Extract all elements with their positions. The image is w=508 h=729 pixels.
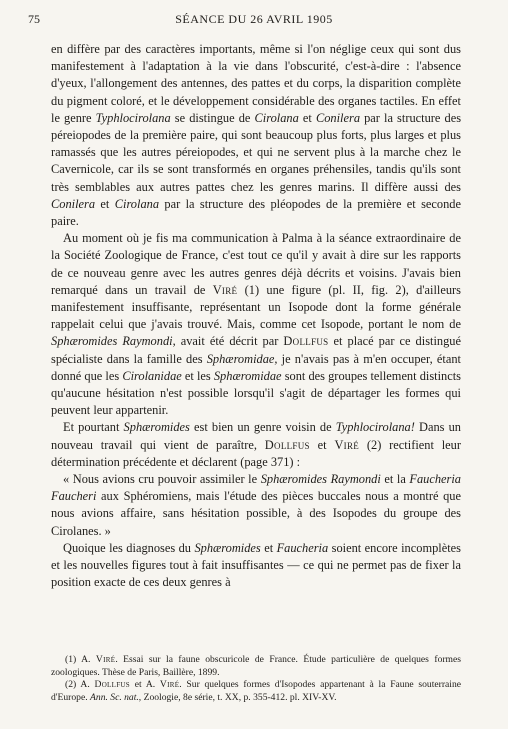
quotation: « Nous avions cru pouvoir assimiler le Sphæromides Raymondi et la Faucheria Faucheri aux Sphéromiens, mais l'étude des pièces buccales nous a montré que nous avions affaire, sans hésitation possible, à des Isopodes du groupe des Cirolanes. » bbox=[51, 472, 462, 538]
running-title: SÉANCE DU 26 AVRIL 1905 bbox=[175, 12, 333, 26]
paragraph-3: Et pourtant Sphæromides est bien un genre voisin de Typhlocirolana! Dans un nouveau travail qui vient de paraître, Dollfus et Viré (2) rectifient leur détermination précédente et déclarent (page 371) : bbox=[51, 420, 461, 469]
footnote-1: (1) A. Viré. Essai sur la faune obscuricole de France. Étude particulière de quelques formes zoologiques. Thèse de Paris, Baillère, 1899. bbox=[51, 654, 462, 678]
paragraph-2: Au moment où je fis ma communication à Palma à la séance extraordinaire de la Société Zoologique de France, c'est tout ce qu'il y avait à dire sur les rapports de ce nouveau genre avec les autres genres déjà décrits et voisins. J'avais bien remarqué dans un travail de Viré (1) une figure (pl. II, fig. 2), d'ailleurs manifestement insuffisante, représentant un Isopode dont la forme générale rappelait celui que j'avais trouvé. Mais, comme cet Isopode, portant le nom de Sphæromides Raymondi, avait été décrit par Dollfus et placé par ce distingué spécialiste dans la famille des Sphæromidae, je n'avais pas à m'en occuper, étant donné que les Cirolanidae et les Sphæromidae sont des groupes tellement distincts qu'aucune hésitation n'est possible lorsqu'il s'agit de départager les formes qui peuvent leur appartenir. bbox=[51, 231, 462, 418]
paragraph-5: Quoique les diagnoses du Sphæromides et Faucheria soient encore incomplètes et les nouvelles figures tout à fait insuffisantes — ce qui ne permet pas de fixer la position exacte de ces deux genres à bbox=[51, 540, 461, 590]
footnotes bbox=[51, 654, 461, 704]
page-number: 75 bbox=[28, 12, 40, 26]
body-text bbox=[51, 41, 461, 592]
running-header bbox=[28, 12, 480, 30]
footnote-2: (2) A. Dollfus et A. Viré. Sur quelques formes d'Isopodes appartenant à la Faune souterraine d'Europe. Ann. Sc. nat., Zoologie, 8e série, t. XX, p. 355-412. pl. XIV-XV. bbox=[51, 679, 462, 703]
paragraph-1: en diffère par des caractères importants, même si l'on néglige ceux qui sont dus manifestement à l'adaptation à la vie dans l'obscurité, c'est-à-dire : l'absence d'yeux, l'allongement des antennes, des pattes et du corps, la disparition complète du pigment coloré, et le développement considérable des organes tactiles. En effet le genre Typhlocirolana se distingue de Cirolana et Conilera par la structure des péreiopodes de la première paire, qui sont beaucoup plus forts, plus larges et plus ramassés que les autres péreiopodes, et qui ne servent plus à la marche chez le Cavernicole, car ils se sont transformés en organes préhensiles, tandis qu'ils sont très semblables aux autres pattes chez les genres marins. Il diffère aussi des Conilera et Cirolana par la structure des pléopodes de la première et seconde paire. bbox=[51, 42, 462, 229]
